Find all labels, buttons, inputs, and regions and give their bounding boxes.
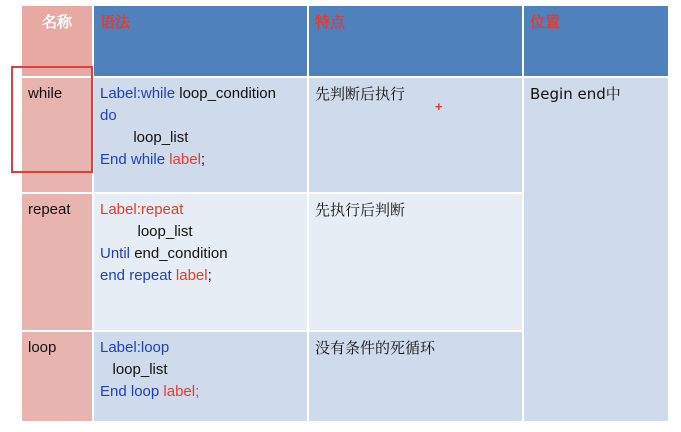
row-repeat-syntax xyxy=(94,194,307,330)
header-position-label: 位置 xyxy=(530,13,561,31)
syntax-line xyxy=(100,199,301,221)
header-feature xyxy=(309,6,522,76)
highlight-box xyxy=(11,66,93,173)
syntax-line xyxy=(100,337,301,359)
header-feature-label: 特点 xyxy=(315,13,346,31)
syntax-line xyxy=(100,359,301,381)
row-name-label: repeat xyxy=(28,201,71,218)
row-loop-name xyxy=(22,332,92,421)
syntax-segment: Label:loop xyxy=(100,339,170,356)
row-repeat-feature xyxy=(309,194,522,330)
row-loop-feature xyxy=(309,332,522,421)
syntax-segment: ; xyxy=(200,151,206,168)
syntax-segment: loop_list xyxy=(100,361,168,378)
syntax-segment: Label:repeat xyxy=(100,201,184,218)
syntax-segment: label; xyxy=(163,383,200,400)
syntax-segment: end repeat xyxy=(100,267,176,284)
syntax-line xyxy=(100,127,301,149)
syntax-segment: loop_list xyxy=(100,223,193,240)
row-while-feature xyxy=(309,78,522,192)
syntax-segment: ; xyxy=(207,267,212,284)
row-repeat-name xyxy=(22,194,92,330)
position-cell xyxy=(524,78,668,421)
row-loop-syntax xyxy=(94,332,307,421)
syntax-segment: label xyxy=(175,267,208,284)
syntax-line xyxy=(100,105,301,127)
syntax-segment: loop_list xyxy=(100,129,189,146)
syntax-segment: do xyxy=(100,107,117,124)
row-while-syntax xyxy=(94,78,307,192)
syntax-line xyxy=(100,265,301,287)
syntax-segment: End while xyxy=(100,151,170,168)
syntax-segment: Until xyxy=(100,245,135,262)
row-feature-label: 先执行后判断 xyxy=(315,201,406,219)
syntax-line xyxy=(100,221,301,243)
header-syntax xyxy=(94,6,307,76)
syntax-line xyxy=(100,83,301,105)
syntax-line xyxy=(100,381,301,403)
row-feature-label: 先判断后执行 xyxy=(315,85,406,103)
row-name-label: loop xyxy=(28,339,57,356)
header-position xyxy=(524,6,668,76)
header-syntax-label: 语法 xyxy=(100,13,131,31)
syntax-line xyxy=(100,149,301,171)
row-name-label: while xyxy=(28,85,63,102)
position-label: Begin end中 xyxy=(530,85,621,103)
syntax-segment: Label:while xyxy=(100,85,176,102)
header-name-label: 名称 xyxy=(41,13,72,31)
syntax-segment: end_condition xyxy=(134,245,228,262)
syntax-segment: loop_condition xyxy=(175,85,276,102)
syntax-segment: End loop xyxy=(100,383,164,400)
syntax-line xyxy=(100,243,301,265)
syntax-segment: label xyxy=(169,151,201,168)
cursor-plus-mark: + xyxy=(435,99,443,114)
row-feature-label: 没有条件的死循环 xyxy=(315,339,436,357)
